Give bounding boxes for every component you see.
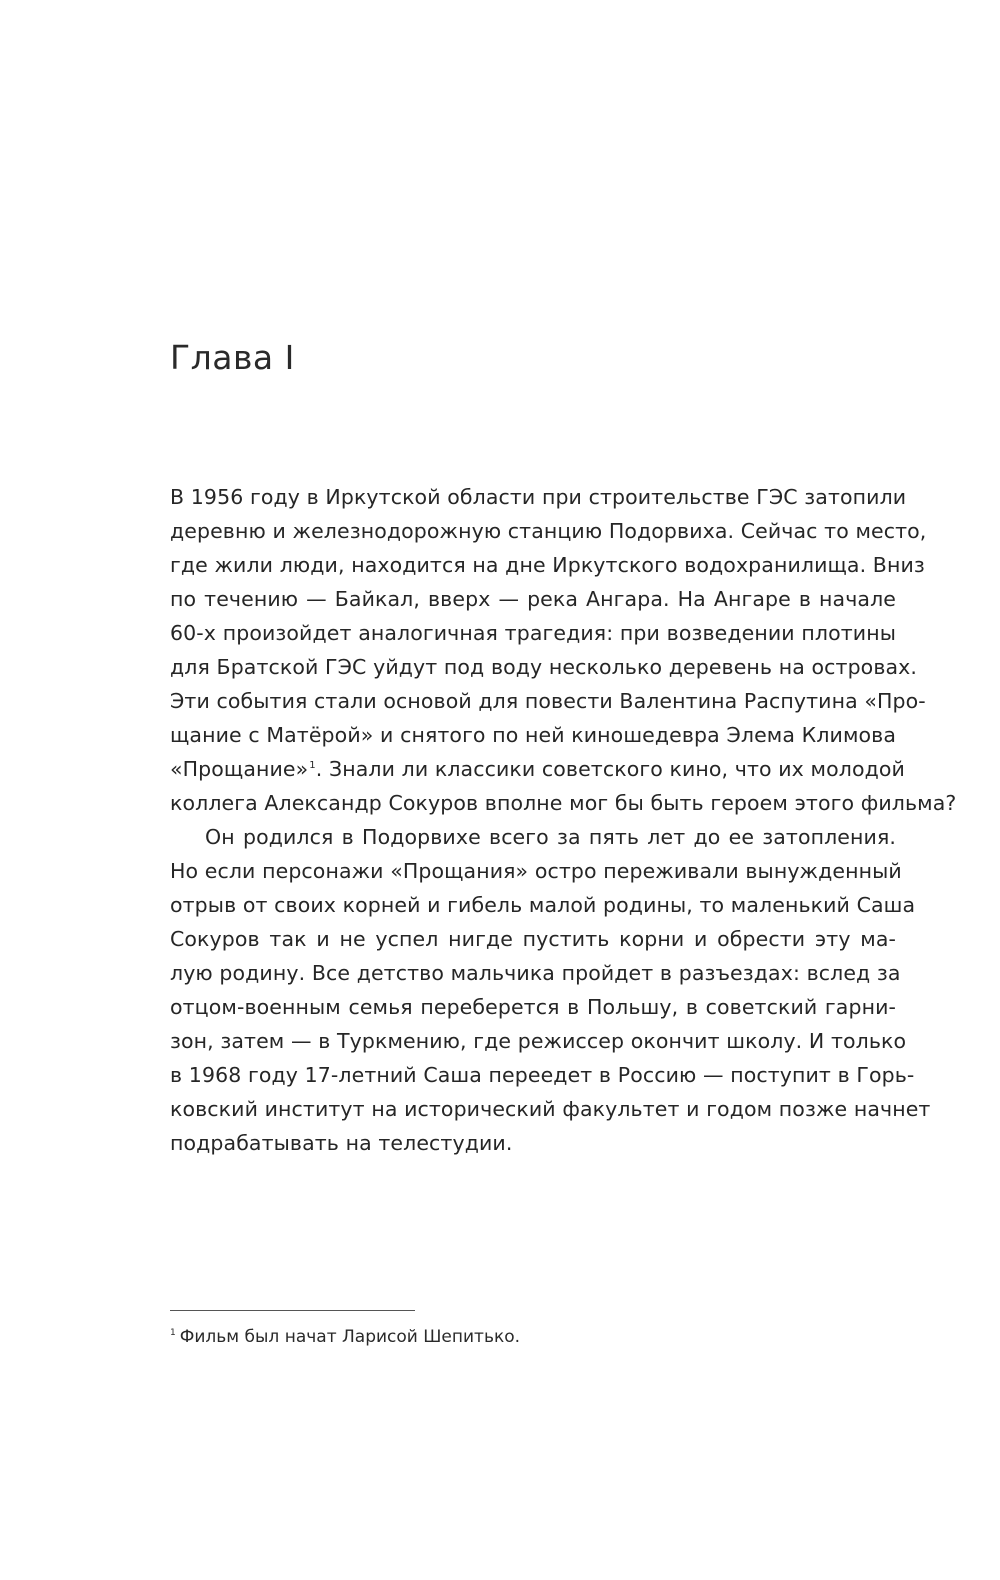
footnote-reference[interactable]: 1 (309, 760, 316, 772)
chapter-title: Глава I (170, 338, 295, 377)
text-line: Но если персонажи «Прощания» остро переживали вынужденный (170, 859, 902, 883)
text-line: ковский институт на исторический факультет и годом позже начнет (170, 1097, 931, 1121)
text-line: отцом-военным семья переберется в Польшу, в советский гарни- (170, 995, 896, 1019)
text-line-with-footnote (170, 752, 905, 786)
text-line: зон, затем — в Туркмению, где режиссер окончит школу. И только (170, 1029, 907, 1053)
text-line: Эти события стали основой для повести Валентина Распутина «Про- (170, 689, 926, 713)
text-fragment: «Прощание» (170, 757, 309, 781)
text-line: по течению — Байкал, вверх — река Ангара. На Ангаре в начале (170, 587, 896, 611)
text-line: 60-х произойдет аналогичная трагедия: при возведении плотины (170, 621, 896, 645)
text-line: где жили люди, находится на дне Иркутского водохранилища. Вниз (170, 553, 925, 577)
text-line: для Братской ГЭС уйдут под воду несколько деревень на островах. (170, 655, 918, 679)
text-line: Сокуров так и не успел нигде пустить корни и обрести эту ма- (170, 927, 896, 951)
text-line: отрыв от своих корней и гибель малой родины, то маленький Саша (170, 893, 916, 917)
footnote-text: Фильм был начат Ларисой Шепитько. (179, 1327, 521, 1347)
footnote-divider (170, 1310, 415, 1311)
text-line: подрабатывать на телестудии. (170, 1131, 513, 1155)
text-line: лую родину. Все детство мальчика пройдет в разъездах: вслед за (170, 961, 901, 985)
text-line: щание с Матёрой» и снятого по ней киношедевра Элема Климова (170, 723, 896, 747)
footnote (170, 1324, 520, 1350)
text-fragment: . Знали ли классики советского кино, что их молодой (315, 757, 905, 781)
text-line: коллега Александр Сокуров вполне мог бы быть героем этого фильма? (170, 791, 957, 815)
text-line: В 1956 году в Иркутской области при строительстве ГЭС затопили (170, 485, 907, 509)
text-line: Он родился в Подорвихе всего за пять лет до ее затопления. (205, 825, 896, 849)
body-text (170, 480, 957, 1160)
text-line: в 1968 году 17-летний Саша переедет в Россию — поступит в Горь- (170, 1063, 915, 1087)
footnote-marker: 1 (170, 1328, 176, 1339)
text-line: деревню и железнодорожную станцию Подорвиха. Сейчас то место, (170, 519, 927, 543)
